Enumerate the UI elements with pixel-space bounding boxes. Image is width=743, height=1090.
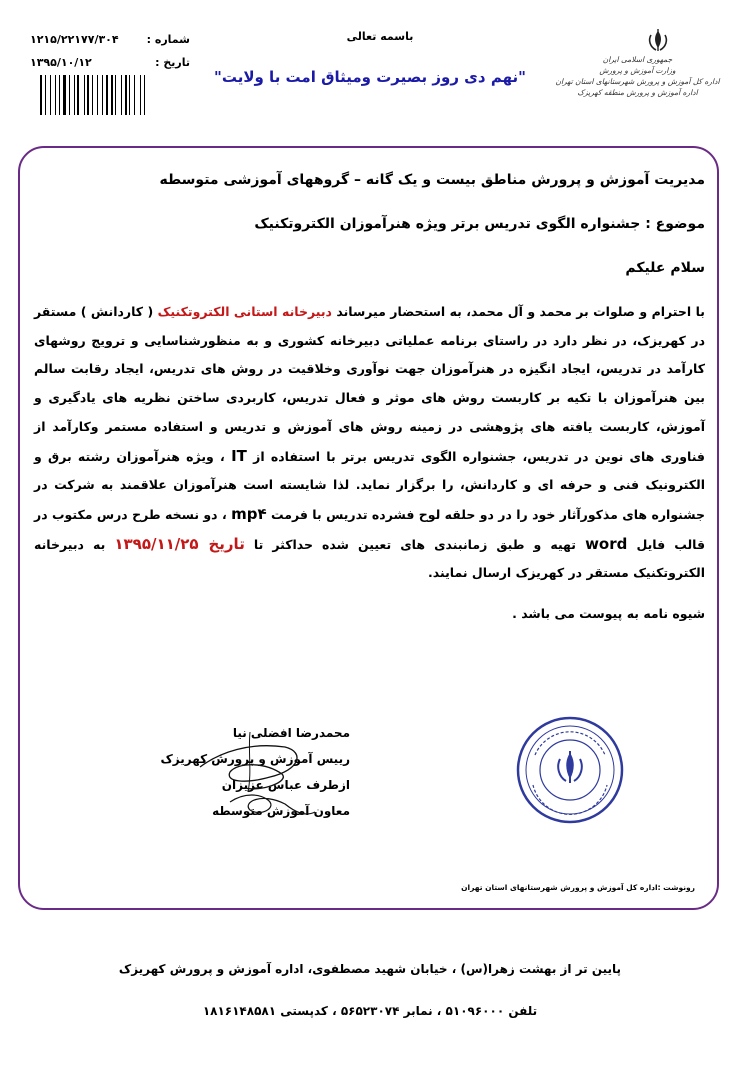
para-text: ، دو نسخه طرح درس مکتوب در قالب فایل <box>34 506 706 552</box>
barcode-bar <box>43 75 44 115</box>
barcode-bar <box>61 75 62 115</box>
barcode-bar <box>50 75 51 115</box>
barcode-bar <box>74 75 75 115</box>
barcode-bar <box>114 75 115 115</box>
official-seal <box>515 715 625 825</box>
barcode-bar <box>123 75 124 115</box>
barcode <box>40 75 148 115</box>
barcode-bar <box>102 75 103 115</box>
ministry-line: اداره آموزش و پرورش منطقه کهریزک <box>577 88 698 97</box>
barcode-bar <box>125 75 127 115</box>
para-word: word <box>585 534 628 553</box>
barcode-bar <box>59 75 61 115</box>
barcode-bar <box>92 75 93 115</box>
barcode-bar <box>86 75 87 115</box>
number-row <box>30 33 190 46</box>
barcode-bar <box>117 75 120 115</box>
barcode-bar <box>109 75 110 115</box>
barcode-bar <box>69 75 70 115</box>
para-highlight: دبیرخانه استانی الکتروتکنیک <box>157 304 332 319</box>
footer-address: پایین تر از بهشت زهرا(س) ، خیابان شهید مصطفوی، اداره آموزش و پرورش کهریزک <box>118 962 622 976</box>
barcode-bar <box>97 75 98 115</box>
barcode-bar <box>94 75 96 115</box>
barcode-bar <box>80 75 83 115</box>
barcode-bar <box>144 75 145 115</box>
barcode-bar <box>84 75 85 115</box>
barcode-bar <box>142 75 144 115</box>
barcode-bar <box>128 75 129 115</box>
signer-name: محمدرضا افضلی نیا <box>232 726 350 740</box>
date-row <box>30 56 190 69</box>
ministry-line: وزارت آموزش و پرورش <box>599 66 676 75</box>
greeting: سلام علیکم <box>625 260 705 276</box>
barcode-bar <box>129 75 130 115</box>
barcode-bar <box>140 75 141 115</box>
barcode-bar <box>131 75 133 115</box>
barcode-bar <box>146 75 147 115</box>
signer-delegate-title: معاون آموزش متوسطه <box>212 804 350 818</box>
barcode-bar <box>47 75 50 115</box>
ministry-line: اداره کل آموزش و پرورش شهرستانهای استان تهران <box>555 77 720 86</box>
date-value: ۱۳۹۵/۱۰/۱۲ <box>30 56 92 69</box>
barcode-bar <box>63 75 66 115</box>
barcode-bar <box>45 75 46 115</box>
barcode-bar <box>106 75 108 115</box>
barcode-bar <box>99 75 102 115</box>
barcode-bar <box>121 75 122 115</box>
barcode-bar <box>71 75 73 115</box>
ministry-line: جمهوری اسلامی ایران <box>602 55 673 64</box>
para-text: تهیه و طبق زمانبندی های تعیین شده حداکثر تا <box>253 536 576 552</box>
barcode-bar <box>57 75 58 115</box>
para-text: با احترام و صلوات بر محمد و آل محمد، به استحضار میرساند <box>336 304 705 319</box>
barcode-bar <box>55 75 56 115</box>
letter-meta <box>30 33 190 79</box>
recipient: مدیریت آموزش و پرورش مناطق بیست و یک گانه – گروههای آموزشی متوسطه <box>159 172 705 188</box>
barcode-bar <box>40 75 42 115</box>
para-text: ( کاردانش ) مستقر در کهریزک، در نظر دارد در راستای برنامه عملیاتی دبیرخانه کشوری و به منظورشناسایی و ترویج روشهای کارآمد در تدریس، ایجاد انگیزه در هنرآموزان جهت نوآوری وخلاقیت در روش های تدریس، ایجاد رقابت سالم بین هنرآموزان با تکیه بر کاربست روش های موثر و فعال تدریس، کاربردی ساختن نظریه های یادگیری و آموزش، کاربست یافته های پژوهشی در زمینه روش های آموزش و تدریس و استفاده مستمر وکارآمد از فناوری های نوین در تدریس، جشنواره الگوی تدریس برتر با استفاده از <box>34 304 705 464</box>
iran-emblem-icon <box>645 28 671 54</box>
attachment-note: شیوه نامه به پیوست می باشد . <box>512 606 705 622</box>
signer-title: رییس آموزش و پرورش کهریزک <box>160 752 350 766</box>
main-paragraph <box>34 298 705 588</box>
subject: موضوع : جشنواره الگوی تدریس برتر ویژه هنرآموزان الکتروتکنیک <box>254 216 705 232</box>
letter-body <box>34 172 705 621</box>
bismillah: باسمه تعالی <box>346 30 414 43</box>
handwritten-signature <box>190 722 320 832</box>
para-it: IT <box>231 446 247 465</box>
barcode-bar <box>87 75 89 115</box>
barcode-bar <box>115 75 116 115</box>
deadline-date: تاریخ ۱۳۹۵/۱۱/۲۵ <box>114 534 245 553</box>
date-label: تاریخ : <box>155 56 190 69</box>
number-label: شماره : <box>146 33 190 46</box>
para-text: به دبیرخانه الکتروتکنیک مستقر در کهریزک ارسال نمایند. <box>34 536 705 581</box>
barcode-bar <box>134 75 135 115</box>
signer-delegate: ازطرف عباس عزیزان <box>221 778 350 792</box>
number-value: ۱۲۱۵/۲۲۱۷۷/۳۰۴ <box>30 33 119 46</box>
barcode-bar <box>52 75 54 115</box>
para-text: ، ویژه هنرآموزان رشته برق و الکترونیک فنی و حرفه ای و کاردانش، را برگزار نماید. لذا شایسته است هنرآموزان علاقمند به شرکت در جشنواره های مذکورآثار خود را در دو حلقه لوح فشرده تدریس با فرمت <box>34 448 705 522</box>
slogan: "نهم دی روز بصیرت ومیثاق امت با ولایت" <box>214 68 526 86</box>
footer-phones: تلفن ۵۱۰۹۶۰۰۰ ، نمابر ۵۶۵۲۳۰۷۴ ، کدپستی ۱۸۱۶۱۴۸۵۸۱ <box>202 1004 538 1018</box>
barcode-bar <box>75 75 76 115</box>
barcode-bar <box>67 75 68 115</box>
ministry-header <box>555 54 720 98</box>
barcode-bar <box>104 75 105 115</box>
barcode-bar <box>90 75 91 115</box>
copy-note: رونوشت :اداره کل آموزش و پرورش شهرستانهای استان تهران <box>461 883 695 892</box>
barcode-bar <box>136 75 139 115</box>
para-mp4: mp۴ <box>231 504 267 523</box>
barcode-bar <box>77 75 79 115</box>
barcode-bar <box>111 75 113 115</box>
